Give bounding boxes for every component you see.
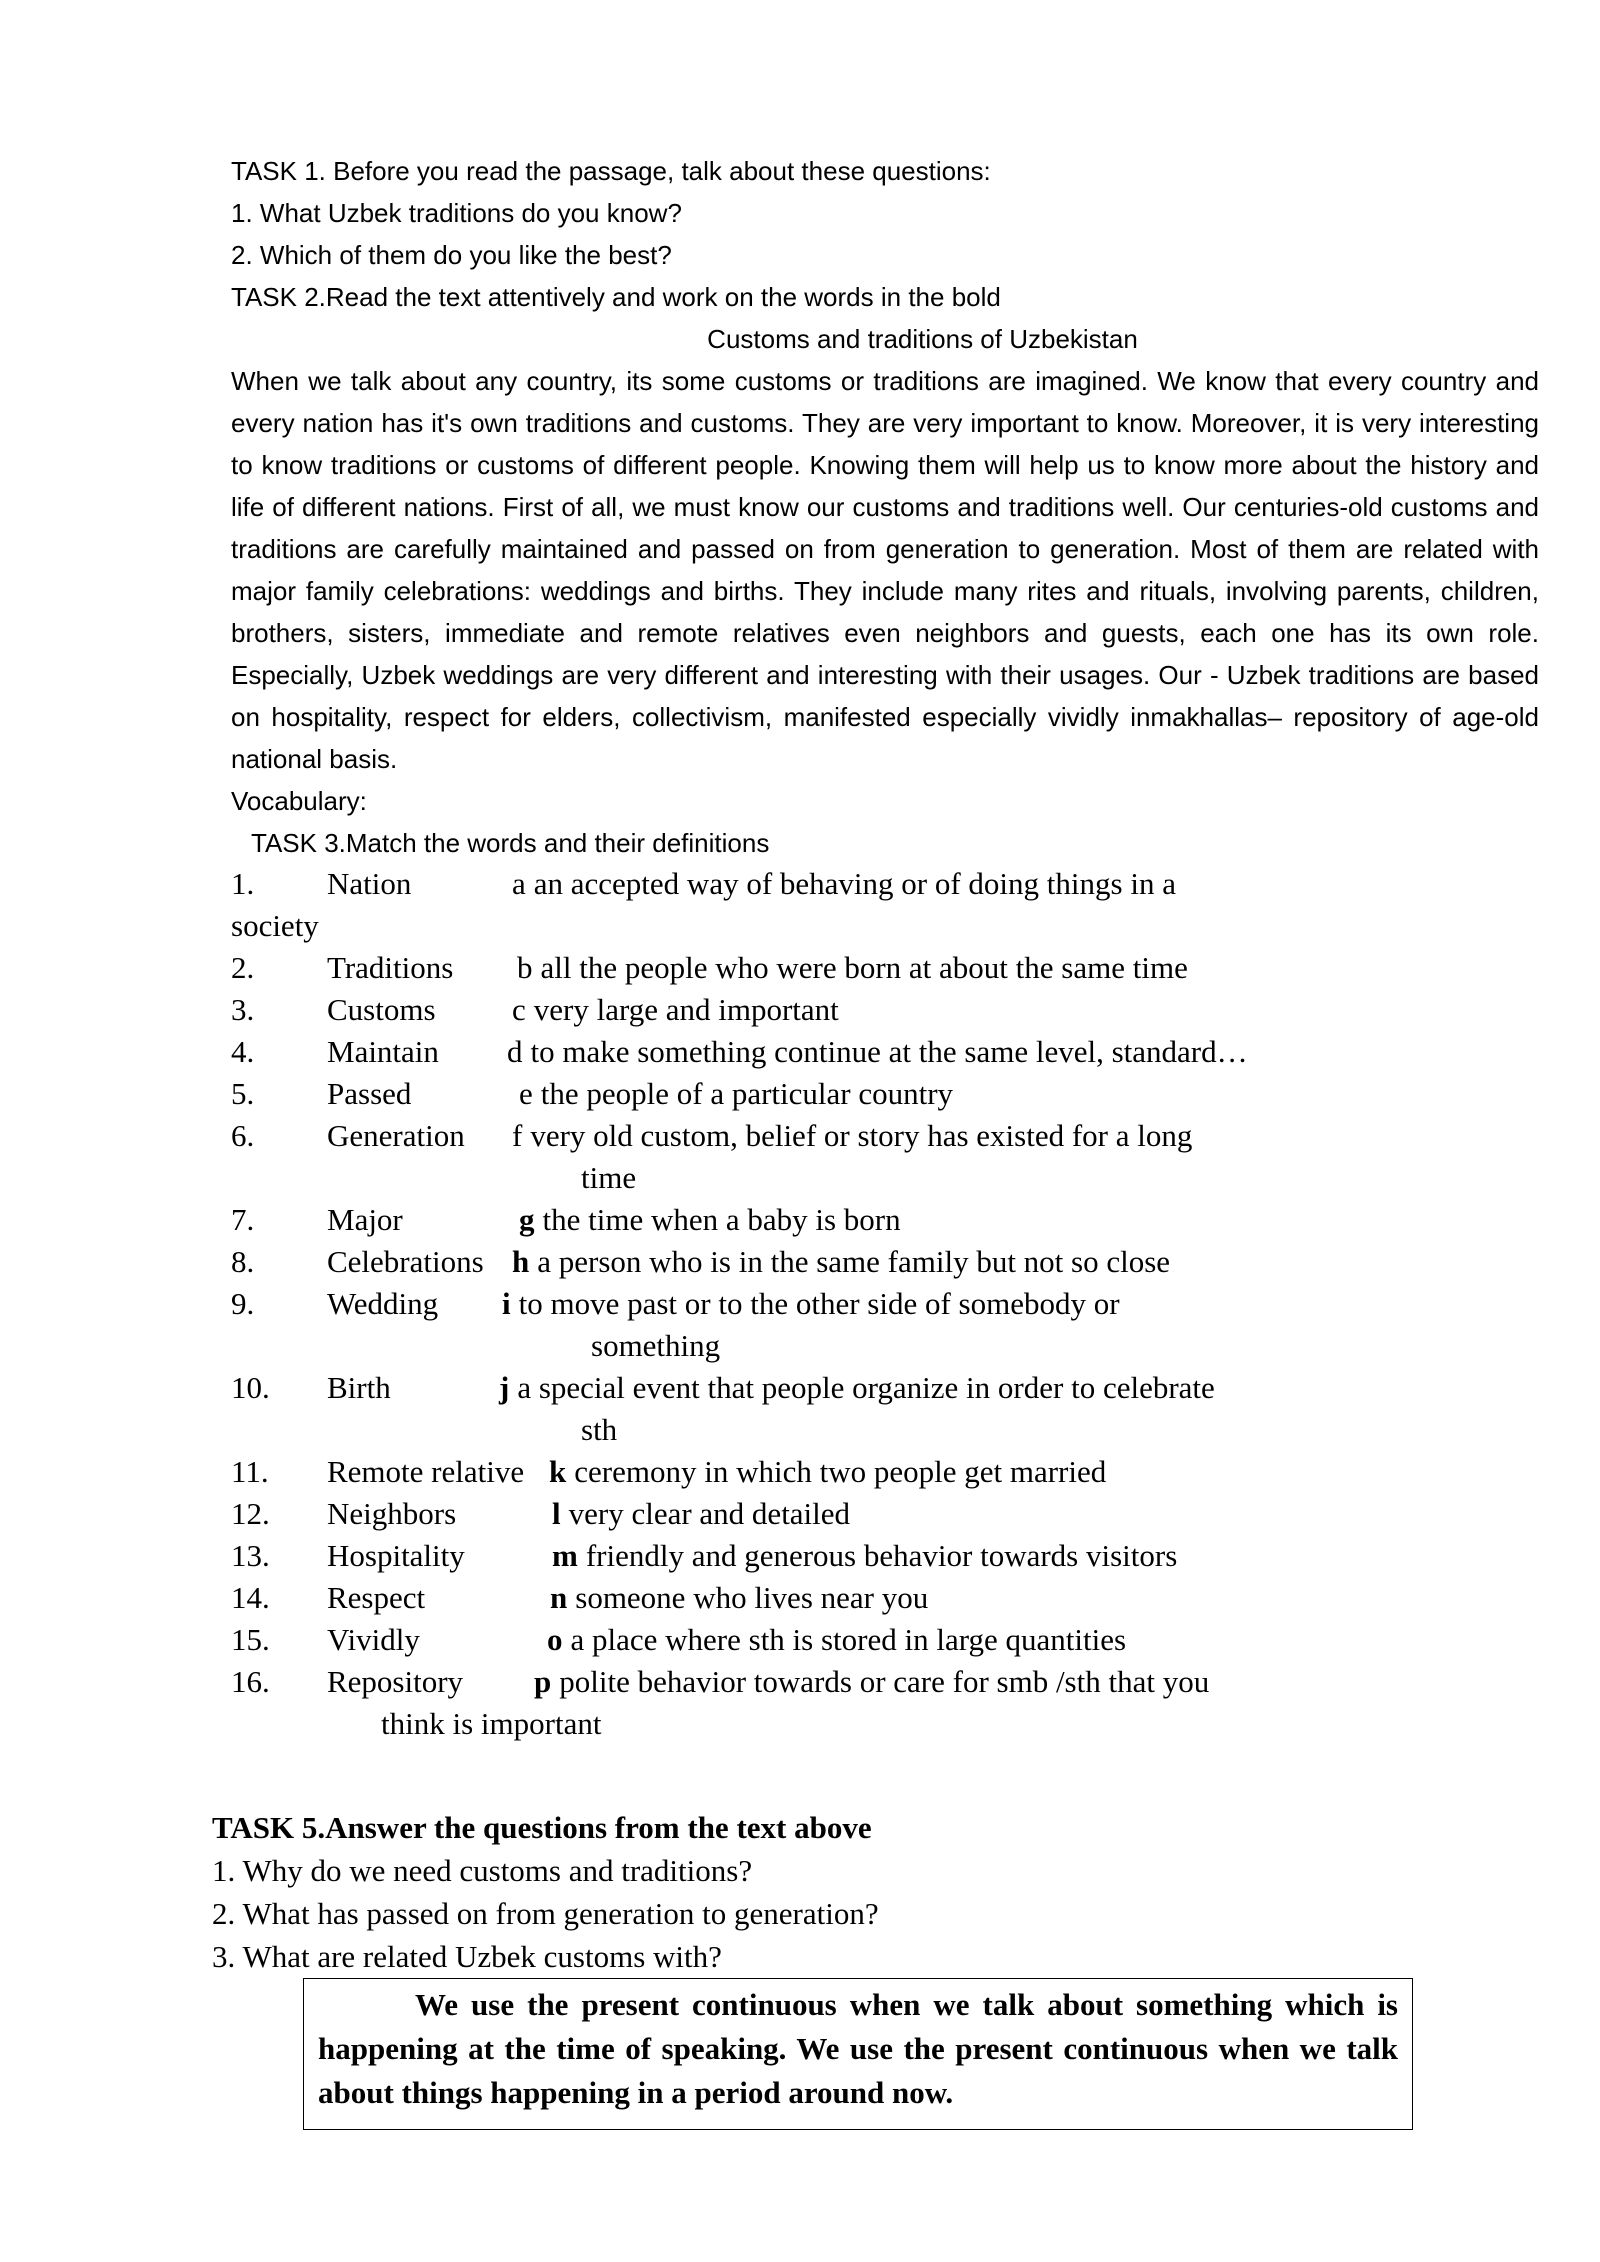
vocab-definition: very old custom, belief or story has existed for a long [530,1118,1193,1153]
vocab-row [231,1367,1391,1409]
vocab-definition-continuation: society [231,908,319,943]
vocab-word: Celebrations [327,1244,484,1279]
vocab-letter: b [517,950,533,985]
passage-title: Customs and traditions of Uzbekistan [707,324,1138,354]
vocab-number: 10. [231,1370,270,1405]
vocab-definition-continuation: think is important [381,1706,602,1741]
vocab-definition: polite behavior towards or care for smb /sth that you [559,1664,1210,1699]
worksheet-top-section [231,150,1539,864]
vocab-word: Passed [327,1076,412,1111]
vocab-definition-continuation: something [591,1328,721,1363]
vocab-row [231,1661,1391,1703]
vocab-row [231,1535,1391,1577]
vocab-letter: c [512,992,526,1027]
vocab-letter: m [552,1538,578,1573]
vocab-letter: p [534,1664,552,1699]
vocab-letter: f [512,1118,523,1153]
vocab-row [231,1619,1391,1661]
vocab-row [231,947,1391,989]
grammar-note-text: We use the present continuous when we talk about something which is happening at the time of speaking. We use the present continuous when we talk about things happening in a period around now. [318,1987,1398,2110]
vocab-letter: h [512,1244,530,1279]
vocab-word: Repository [327,1664,464,1699]
vocab-word: Vividly [327,1622,420,1657]
vocabulary-label: Vocabulary: [231,786,367,816]
task1-question: 2. Which of them do you like the best? [231,240,672,270]
vocab-number: 4. [231,1034,255,1069]
vocab-letter: n [550,1580,568,1615]
vocab-number: 6. [231,1118,255,1153]
vocab-row [231,1283,1391,1325]
vocab-word: Traditions [327,950,454,985]
vocab-word: Respect [327,1580,426,1615]
vocab-number: 14. [231,1580,270,1615]
vocab-letter: j [499,1370,510,1405]
vocab-definition-continuation: sth [581,1412,618,1447]
grammar-note-box [303,1978,1413,2130]
vocab-row [231,1073,1391,1115]
task5-question: 3. What are related Uzbek customs with? [212,1939,722,1974]
vocab-word: Birth [327,1370,391,1405]
vocab-word: Maintain [327,1034,439,1069]
vocab-letter: a [512,866,526,901]
vocab-row [231,1115,1391,1157]
vocab-word: Nation [327,866,412,901]
task5-heading: TASK 5.Answer the questions from the text above [212,1810,872,1845]
vocab-definition: a place where sth is stored in large quantities [570,1622,1127,1657]
passage-text: When we talk about any country, its some customs or traditions are imagined. We know that every country and every nation has it's own traditions and customs. They are very important to know. Moreover, it is very interesting to know traditions or customs of different people. Knowing them will help us to know more about the history and life of different nations. First of all, we must know our customs and traditions well. Our centuries-old customs and traditions are carefully maintained and passed on from generation to generation. Most of them are related with major family celebrations: weddings and births. They include many rites and rituals, involving parents, children, brothers, sisters, immediate and remote relatives even neighbors and guests, each one has its own role. Especially, Uzbek weddings are very different and interesting with their usages. Our - Uzbek traditions are based on hospitality, respect for elders, collectivism, manifested especially vividly inmakhallas– repository of age-old national basis. [231,366,1539,774]
vocab-number: 1. [231,866,255,901]
vocabulary-match-list [231,863,1391,1745]
vocab-number: 2. [231,950,255,985]
vocab-letter: e [519,1076,533,1111]
vocab-definition: ceremony in which two people get married [574,1454,1107,1489]
vocab-word: Customs [327,992,436,1027]
vocab-row [231,1577,1391,1619]
vocab-row [231,863,1391,905]
task5-question: 2. What has passed on from generation to generation? [212,1896,879,1931]
vocab-number: 7. [231,1202,255,1237]
vocab-word: Generation [327,1118,465,1153]
vocab-number: 15. [231,1622,270,1657]
vocab-number: 16. [231,1664,270,1699]
vocab-row [231,1199,1391,1241]
vocab-row [231,1031,1391,1073]
vocab-letter: l [552,1496,561,1531]
vocab-word: Major [327,1202,403,1237]
vocab-row [231,1241,1391,1283]
vocab-definition: someone who lives near you [575,1580,929,1615]
vocab-row [231,1451,1391,1493]
vocab-number: 11. [231,1454,269,1489]
vocab-definition: all the people who were born at about the same time [540,950,1188,985]
vocab-definition: a special event that people organize in order to celebrate [517,1370,1215,1405]
vocab-definition: the time when a baby is born [542,1202,901,1237]
vocab-definition: to make something continue at the same level, standard… [530,1034,1248,1069]
vocab-letter: d [507,1034,523,1069]
task5-question: 1. Why do we need customs and traditions? [212,1853,753,1888]
vocab-number: 8. [231,1244,255,1279]
task1-heading: TASK 1. Before you read the passage, talk about these questions: [231,156,991,186]
vocab-letter: g [519,1202,535,1237]
vocab-number: 5. [231,1076,255,1111]
task1-question: 1. What Uzbek traditions do you know? [231,198,682,228]
vocab-word: Neighbors [327,1496,457,1531]
vocab-definition: very large and important [533,992,839,1027]
vocab-number: 12. [231,1496,270,1531]
vocab-letter: k [549,1454,567,1489]
task2-heading: TASK 2.Read the text attentively and work on the words in the bold [231,282,1001,312]
vocab-definition-continuation: time [581,1160,637,1195]
vocab-number: 9. [231,1286,255,1321]
task5-section [212,1806,1512,1978]
vocab-number: 3. [231,992,255,1027]
task3-heading: TASK 3.Match the words and their definitions [251,828,770,858]
vocab-definition: to move past or to the other side of somebody or [518,1286,1120,1321]
vocab-definition: a person who is in the same family but not so close [537,1244,1171,1279]
vocab-number: 13. [231,1538,270,1573]
vocab-definition: very clear and detailed [568,1496,851,1531]
vocab-definition: the people of a particular country [540,1076,954,1111]
vocab-word: Wedding [327,1286,439,1321]
vocab-letter: i [502,1286,511,1321]
vocab-definition: friendly and generous behavior towards visitors [585,1538,1178,1573]
vocab-word: Remote relative [327,1454,525,1489]
vocab-row [231,989,1391,1031]
vocab-letter: o [547,1622,563,1657]
vocab-definition: an accepted way of behaving or of doing things in a [533,866,1176,901]
vocab-word: Hospitality [327,1538,465,1573]
vocab-row [231,1493,1391,1535]
